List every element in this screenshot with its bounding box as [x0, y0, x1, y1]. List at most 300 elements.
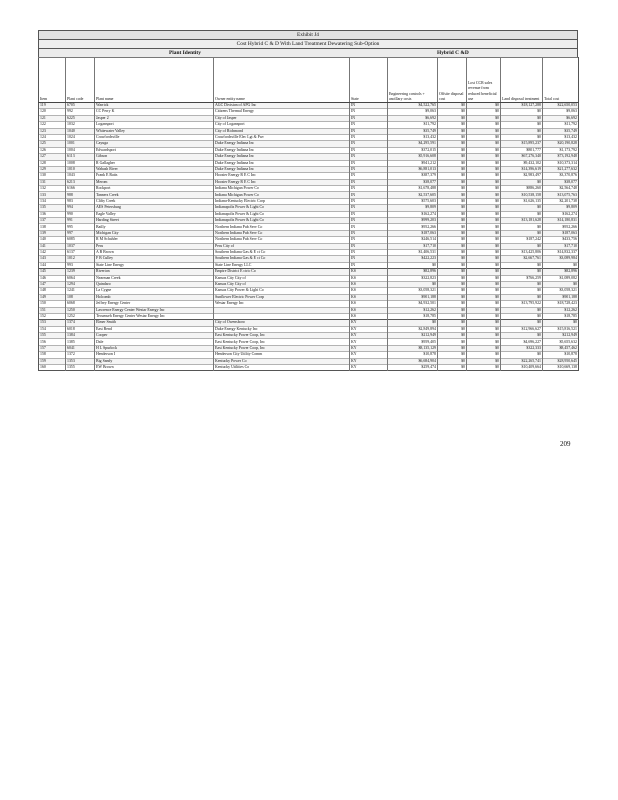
col-land-disposal: Land disposal treatment	[501, 58, 543, 103]
state-cell: IN	[350, 109, 388, 115]
engineering-cost-cell: $952,266	[388, 224, 438, 230]
total-cost-cell: $0	[543, 320, 579, 326]
item-cell: 121	[39, 115, 66, 121]
engineering-cost-cell: $999,203	[388, 218, 438, 224]
plant-code-cell: 1010	[66, 166, 95, 172]
state-cell: KY	[350, 345, 388, 351]
state-cell: IN	[350, 103, 388, 109]
plant-name-cell: Peru	[95, 243, 214, 249]
offsite-cost-cell: $0	[438, 205, 467, 211]
owner-cell: Indianapolis Power & Light Co	[214, 211, 350, 217]
engineering-cost-cell: $2,537,605	[388, 192, 438, 198]
total-cost-cell: $10,669,138	[543, 365, 579, 371]
land-disposal-cell: $0	[501, 211, 543, 217]
land-disposal-cell: $322,333	[501, 345, 543, 351]
state-cell: IN	[350, 224, 388, 230]
offsite-cost-cell: $0	[438, 352, 467, 358]
plant-name-cell: A B Brown	[95, 249, 214, 255]
plant-name-cell: La Cygne	[95, 288, 214, 294]
state-cell: IN	[350, 141, 388, 147]
owner-cell: Indiana Michigan Power Co	[214, 192, 350, 198]
item-cell: 124	[39, 134, 66, 140]
owner-cell: Hoosier Energy R E C Inc	[214, 179, 350, 185]
plant-code-cell: 1250	[66, 307, 95, 313]
offsite-cost-cell: $0	[438, 122, 467, 128]
total-cost-cell: $73,192,948	[543, 154, 579, 160]
total-cost-cell: $10,878	[543, 352, 579, 358]
state-cell: KY	[350, 326, 388, 332]
lost-sales-cell: $0	[467, 154, 501, 160]
owner-cell: Indiana-Kentucky Electric Corp	[214, 198, 350, 204]
owner-cell: Peru City of	[214, 243, 350, 249]
engineering-cost-cell: $6,692	[388, 115, 438, 121]
plant-name-cell: Edwardsport	[95, 147, 214, 153]
plant-name-cell: Michigan City	[95, 230, 214, 236]
engineering-cost-cell: $82,896	[388, 269, 438, 275]
engineering-cost-cell: $38,077	[388, 179, 438, 185]
plant-code-cell: 6018	[66, 326, 95, 332]
land-disposal-cell: $1,626,135	[501, 198, 543, 204]
lost-sales-cell: $0	[467, 179, 501, 185]
total-cost-cell: $14,180,831	[543, 218, 579, 224]
lost-sales-cell: $0	[467, 192, 501, 198]
engineering-cost-cell: $0	[388, 320, 438, 326]
lost-sales-cell: $0	[467, 269, 501, 275]
lost-sales-cell: $0	[467, 313, 501, 319]
owner-cell: Indianapolis Power & Light Co	[214, 218, 350, 224]
owner-cell: City of Owensboro	[214, 320, 350, 326]
owner-cell: Duke Energy Kentucky Inc	[214, 326, 350, 332]
engineering-cost-cell: $0	[388, 281, 438, 287]
plant-name-cell: Crawfordsville	[95, 134, 214, 140]
total-cost-cell: $13,432	[543, 134, 579, 140]
offsite-cost-cell: $0	[438, 115, 467, 121]
land-disposal-cell: $0	[501, 269, 543, 275]
owner-cell: Kansas City City of	[214, 281, 350, 287]
engineering-cost-cell: $6,684,904	[388, 358, 438, 364]
engineering-cost-cell: $901,188	[388, 294, 438, 300]
owner-cell: Duke Energy Indiana Inc	[214, 160, 350, 166]
owner-cell: City of Jasper	[214, 115, 350, 121]
owner-cell: Citizens Thermal Energy	[214, 109, 350, 115]
offsite-cost-cell: $0	[438, 192, 467, 198]
plant-name-cell: Gibson	[95, 154, 214, 160]
owner-cell: Kansas City City of	[214, 275, 350, 281]
total-cost-cell: $35,749	[543, 128, 579, 134]
table-row	[39, 365, 579, 371]
owner-cell: Duke Energy Indiana Inc	[214, 166, 350, 172]
plant-name-cell: State Line Energy	[95, 262, 214, 268]
offsite-cost-cell: $0	[438, 326, 467, 332]
item-cell: 125	[39, 141, 66, 147]
total-cost-cell: $3,058,321	[543, 288, 579, 294]
page-number: 209	[560, 440, 571, 448]
item-cell: 126	[39, 147, 66, 153]
state-cell: KY	[350, 333, 388, 339]
item-cell: 134	[39, 198, 66, 204]
state-cell: IN	[350, 134, 388, 140]
item-cell: 139	[39, 230, 66, 236]
state-cell: KS	[350, 313, 388, 319]
offsite-cost-cell: $0	[438, 198, 467, 204]
engineering-cost-cell: $246,514	[388, 237, 438, 243]
plant-code-cell: 1004	[66, 147, 95, 153]
item-cell: 120	[39, 109, 66, 115]
item-cell: 122	[39, 122, 66, 128]
state-cell: IN	[350, 256, 388, 262]
lost-sales-cell: $0	[467, 294, 501, 300]
plant-code-cell: 6137	[66, 249, 95, 255]
state-cell: KS	[350, 288, 388, 294]
col-offsite: Offsite disposal cost	[438, 58, 467, 103]
plant-code-cell: 1241	[66, 288, 95, 294]
land-disposal-cell: $0	[501, 122, 543, 128]
land-disposal-cell: $0	[501, 115, 543, 121]
lost-sales-cell: $0	[467, 365, 501, 371]
offsite-cost-cell: $0	[438, 358, 467, 364]
plant-code-cell: 1239	[66, 269, 95, 275]
item-cell: 158	[39, 352, 66, 358]
engineering-cost-cell: $6,881,013	[388, 166, 438, 172]
lost-sales-cell: $0	[467, 147, 501, 153]
lost-sales-cell: $0	[467, 166, 501, 172]
offsite-cost-cell: $0	[438, 365, 467, 371]
lost-sales-cell: $0	[467, 326, 501, 332]
land-disposal-cell: $10,409,664	[501, 365, 543, 371]
engineering-cost-cell: $941,212	[388, 160, 438, 166]
offsite-cost-cell: $0	[438, 211, 467, 217]
lost-sales-cell: $0	[467, 109, 501, 115]
lost-sales-cell: $0	[467, 339, 501, 345]
lost-sales-cell: $0	[467, 160, 501, 166]
plant-name-cell: Wabash River	[95, 166, 214, 172]
offsite-cost-cell: $0	[438, 320, 467, 326]
total-cost-cell: $0	[543, 281, 579, 287]
plant-code-cell: 1374	[66, 320, 95, 326]
engineering-cost-cell: $1,406,531	[388, 249, 438, 255]
offsite-cost-cell: $0	[438, 288, 467, 294]
item-cell: 133	[39, 192, 66, 198]
total-cost-cell: $12,262	[543, 307, 579, 313]
owner-cell: Southern Indiana Gas & E ct Co	[214, 256, 350, 262]
state-cell: KS	[350, 294, 388, 300]
state-cell: KS	[350, 275, 388, 281]
item-cell: 146	[39, 275, 66, 281]
item-cell: 130	[39, 173, 66, 179]
plant-name-cell: Harding Street	[95, 218, 214, 224]
plant-name-cell: AES Petersburg	[95, 205, 214, 211]
section-header-band	[38, 48, 578, 57]
offsite-cost-cell: $0	[438, 147, 467, 153]
state-cell: KY	[350, 339, 388, 345]
plant-name-cell: H L Spurlock	[95, 345, 214, 351]
column-header-row	[39, 58, 579, 103]
owner-cell: Duke Energy Indiana Inc	[214, 147, 350, 153]
total-cost-cell: $14,832,337	[543, 249, 579, 255]
plant-code-cell: 1012	[66, 256, 95, 262]
lost-sales-cell: $0	[467, 249, 501, 255]
col-total: Total cost	[543, 58, 579, 103]
total-cost-cell: $22,650,053	[543, 103, 579, 109]
land-disposal-cell: $801,777	[501, 147, 543, 153]
state-cell: IN	[350, 243, 388, 249]
offsite-cost-cell: $0	[438, 218, 467, 224]
state-cell: KY	[350, 352, 388, 358]
total-cost-cell: $952,266	[543, 224, 579, 230]
land-disposal-cell: $0	[501, 262, 543, 268]
engineering-cost-cell: $0	[388, 262, 438, 268]
owner-cell: Northern Indiana Pub Serv Co	[214, 230, 350, 236]
total-cost-cell: $13,075,763	[543, 192, 579, 198]
land-disposal-cell: $0	[501, 243, 543, 249]
engineering-cost-cell: $18,785	[388, 313, 438, 319]
offsite-cost-cell: $0	[438, 166, 467, 172]
land-disposal-cell: $22,265,741	[501, 358, 543, 364]
state-cell: KY	[350, 358, 388, 364]
plant-code-cell: 990	[66, 211, 95, 217]
owner-cell: Indiana Michigan Power Co	[214, 186, 350, 192]
land-disposal-cell: $10,538,158	[501, 192, 543, 198]
offsite-cost-cell: $0	[438, 345, 467, 351]
land-disposal-cell: $0	[501, 294, 543, 300]
item-cell: 132	[39, 186, 66, 192]
plant-name-cell: R Gallagher	[95, 160, 214, 166]
plant-code-cell: 1037	[66, 243, 95, 249]
land-disposal-cell: $14,396,619	[501, 166, 543, 172]
state-cell: IN	[350, 249, 388, 255]
total-cost-cell: $28,950,645	[543, 358, 579, 364]
lost-sales-cell: $0	[467, 307, 501, 313]
lost-sales-cell: $0	[467, 224, 501, 230]
owner-cell: State Line Energy LLC	[214, 262, 350, 268]
lost-sales-cell: $0	[467, 103, 501, 109]
item-cell: 136	[39, 211, 66, 217]
state-cell: IN	[350, 262, 388, 268]
engineering-cost-cell: $212,949	[388, 333, 438, 339]
item-cell: 138	[39, 224, 66, 230]
engineering-cost-cell: $575,603	[388, 198, 438, 204]
land-disposal-cell: $0	[501, 313, 543, 319]
total-cost-cell: $1,089,082	[543, 275, 579, 281]
state-cell: KS	[350, 307, 388, 313]
plant-name-cell: Bailly	[95, 224, 214, 230]
total-cost-cell: $0	[543, 262, 579, 268]
owner-cell: Kentucky Utilities Co	[214, 365, 350, 371]
lost-sales-cell: $0	[467, 275, 501, 281]
item-cell: 149	[39, 294, 66, 300]
state-cell: IN	[350, 173, 388, 179]
plant-code-cell: 1024	[66, 134, 95, 140]
total-cost-cell: $3,089,984	[543, 256, 579, 262]
engineering-cost-cell: $3,058,321	[388, 288, 438, 294]
item-cell: 150	[39, 301, 66, 307]
state-cell: KY	[350, 320, 388, 326]
col-engineering: Engineering controls + ancillary costs	[388, 58, 438, 103]
state-cell: IN	[350, 179, 388, 185]
item-cell: 147	[39, 281, 66, 287]
total-cost-cell: $3,370,876	[543, 173, 579, 179]
state-cell: IN	[350, 237, 388, 243]
offsite-cost-cell: $0	[438, 179, 467, 185]
state-cell: IN	[350, 205, 388, 211]
engineering-cost-cell: $372,015	[388, 147, 438, 153]
plant-code-cell: 1384	[66, 333, 95, 339]
cost-table	[38, 57, 579, 371]
state-cell: KS	[350, 281, 388, 287]
owner-cell: East Kentucky Power Coop, Inc	[214, 345, 350, 351]
offsite-cost-cell: $0	[438, 339, 467, 345]
plant-code-cell: 1385	[66, 339, 95, 345]
offsite-cost-cell: $0	[438, 230, 467, 236]
engineering-cost-cell: $1,678,488	[388, 186, 438, 192]
item-cell: 128	[39, 160, 66, 166]
lost-sales-cell: $0	[467, 211, 501, 217]
plant-name-cell: Dale	[95, 339, 214, 345]
plant-name-cell: CC Perry K	[95, 109, 214, 115]
total-cost-cell: $901,188	[543, 294, 579, 300]
lost-sales-cell: $0	[467, 320, 501, 326]
state-cell: IN	[350, 211, 388, 217]
item-cell: 153	[39, 320, 66, 326]
plant-name-cell: Riverton	[95, 269, 214, 275]
col-owner: Owner entity name	[214, 58, 350, 103]
plant-name-cell: Jasper 2	[95, 115, 214, 121]
state-cell: IN	[350, 230, 388, 236]
land-disposal-cell: $0	[501, 109, 543, 115]
total-cost-cell: $433,756	[543, 237, 579, 243]
plant-name-cell: Merom	[95, 179, 214, 185]
offsite-cost-cell: $0	[438, 307, 467, 313]
total-cost-cell: $38,077	[543, 179, 579, 185]
total-cost-cell: $10,373,314	[543, 160, 579, 166]
plant-name-cell: Rockport	[95, 186, 214, 192]
engineering-cost-cell: $13,432	[388, 134, 438, 140]
plant-name-cell: Big Sandy	[95, 358, 214, 364]
land-disposal-cell: $0	[501, 352, 543, 358]
lost-sales-cell: $0	[467, 122, 501, 128]
total-cost-cell: $21,277,632	[543, 166, 579, 172]
land-disposal-cell: $0	[501, 205, 543, 211]
plant-code-cell: 1008	[66, 160, 95, 166]
land-disposal-cell: $0	[501, 224, 543, 230]
land-disposal-cell: $0	[501, 320, 543, 326]
total-cost-cell: $8,457,462	[543, 345, 579, 351]
land-disposal-cell: $13,425,806	[501, 249, 543, 255]
plant-code-cell: 108	[66, 294, 95, 300]
state-cell: KS	[350, 301, 388, 307]
owner-cell: Indianapolis Power & Light Co	[214, 205, 350, 211]
state-cell: IN	[350, 166, 388, 172]
owner-cell: Henderson City Utility Comm	[214, 352, 350, 358]
engineering-cost-cell: $187,063	[388, 230, 438, 236]
state-cell: IN	[350, 186, 388, 192]
land-disposal-cell: $0	[501, 134, 543, 140]
plant-code-cell: 997	[66, 230, 95, 236]
item-cell: 157	[39, 345, 66, 351]
plant-code-cell: 6085	[66, 237, 95, 243]
total-cost-cell: $11,792	[543, 122, 579, 128]
owner-cell: Westar Energy Inc	[214, 301, 350, 307]
engineering-cost-cell: $10,878	[388, 352, 438, 358]
plant-code-cell: 993	[66, 262, 95, 268]
total-cost-cell: $2,201,738	[543, 198, 579, 204]
total-cost-cell: $20,190,828	[543, 141, 579, 147]
owner-cell: Southern Indiana Gas & E ct Co	[214, 249, 350, 255]
offsite-cost-cell: $0	[438, 160, 467, 166]
engineering-cost-cell: $959,405	[388, 339, 438, 345]
state-cell: IN	[350, 192, 388, 198]
offsite-cost-cell: $0	[438, 243, 467, 249]
plant-name-cell: Lawrence Energy Center Westar Energy Inc	[95, 307, 214, 313]
total-cost-cell: $5,655,632	[543, 339, 579, 345]
lost-sales-cell: $0	[467, 134, 501, 140]
plant-code-cell: 995	[66, 224, 95, 230]
plant-name-cell: Tecumseh Energy Center Westar Energy Inc	[95, 313, 214, 319]
item-cell: 143	[39, 256, 66, 262]
lost-sales-cell: $0	[467, 115, 501, 121]
owner-cell: City of Richmond	[214, 128, 350, 134]
col-state: State	[350, 58, 388, 103]
offsite-cost-cell: $0	[438, 141, 467, 147]
owner-cell: Duke Energy Indiana Inc	[214, 141, 350, 147]
engineering-cost-cell: $162,274	[388, 211, 438, 217]
total-cost-cell: $6,692	[543, 115, 579, 121]
col-lost-sales: Lost CCR sales revenue from reduced beneficial use	[467, 58, 501, 103]
plant-code-cell: 1043	[66, 173, 95, 179]
plant-name-cell: Logansport	[95, 122, 214, 128]
lost-sales-cell: $0	[467, 141, 501, 147]
plant-code-cell: 1372	[66, 352, 95, 358]
item-cell: 156	[39, 339, 66, 345]
plant-name-cell: Jeffrey Energy Center	[95, 301, 214, 307]
land-disposal-cell: $13,181,628	[501, 218, 543, 224]
engineering-cost-cell: $8,135,129	[388, 345, 438, 351]
plant-code-cell: 1353	[66, 358, 95, 364]
plant-name-cell: Warrick	[95, 103, 214, 109]
total-cost-cell: $2,564,748	[543, 186, 579, 192]
owner-cell: Crawfordsville Elec Lgt & Pwr	[214, 134, 350, 140]
offsite-cost-cell: $0	[438, 109, 467, 115]
state-cell: IN	[350, 154, 388, 160]
exhibit-label: Exhibit J4	[38, 30, 578, 39]
item-cell: 144	[39, 262, 66, 268]
lost-sales-cell: $0	[467, 333, 501, 339]
item-cell: 152	[39, 313, 66, 319]
lost-sales-cell: $0	[467, 345, 501, 351]
lost-sales-cell: $0	[467, 262, 501, 268]
land-disposal-cell: $9,432,102	[501, 160, 543, 166]
owner-cell: Duke Energy Indiana Inc	[214, 154, 350, 160]
offsite-cost-cell: $0	[438, 134, 467, 140]
lost-sales-cell: $0	[467, 218, 501, 224]
engineering-cost-cell: $12,262	[388, 307, 438, 313]
plant-code-cell: 6064	[66, 275, 95, 281]
land-disposal-cell: $0	[501, 230, 543, 236]
plant-code-cell: 6166	[66, 186, 95, 192]
engineering-cost-cell: $259,474	[388, 365, 438, 371]
offsite-cost-cell: $0	[438, 154, 467, 160]
land-disposal-cell: $15,895,237	[501, 141, 543, 147]
plant-code-cell: 1040	[66, 128, 95, 134]
engineering-cost-cell: $4,522,765	[388, 103, 438, 109]
land-disposal-cell: $4,696,227	[501, 339, 543, 345]
engineering-cost-cell: $2,849,894	[388, 326, 438, 332]
col-plant-code: Plant code	[66, 58, 95, 103]
land-disposal-cell: $0	[501, 288, 543, 294]
plant-name-cell: Henderson I	[95, 352, 214, 358]
total-cost-cell: $212,949	[543, 333, 579, 339]
land-disposal-cell: $0	[501, 179, 543, 185]
